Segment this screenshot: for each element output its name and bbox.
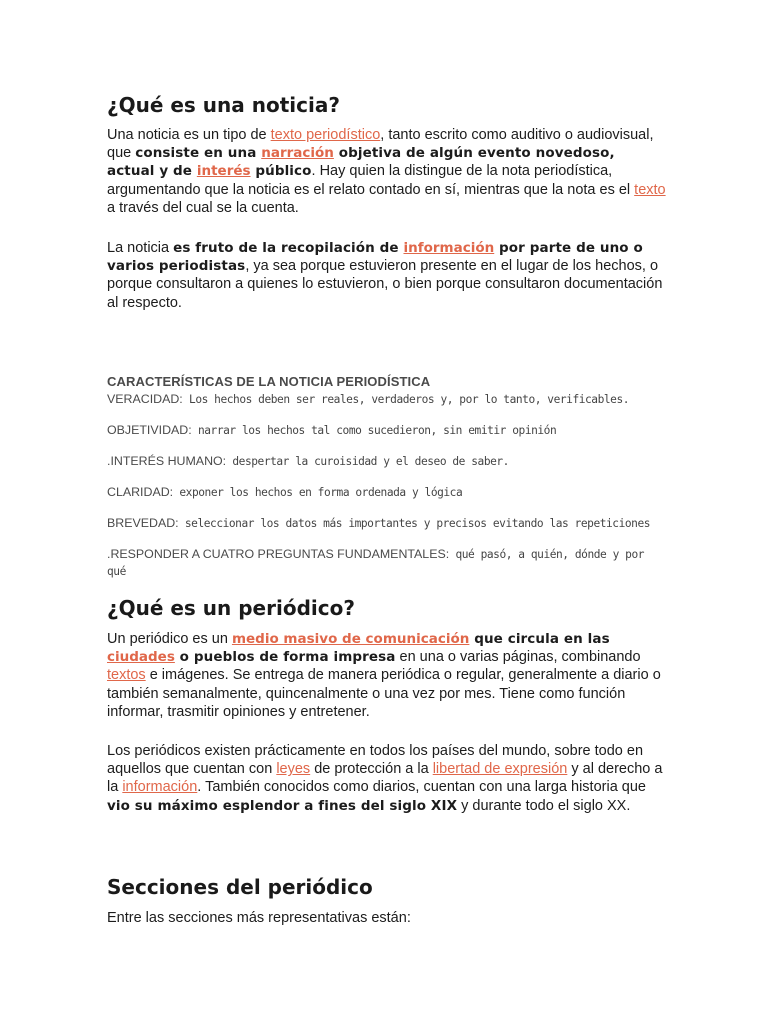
- characteristic-desc: Los hechos deben ser reales, verdaderos y, por lo tanto, verificables.: [182, 393, 630, 406]
- characteristic-item: [107, 391, 667, 408]
- link-textos[interactable]: textos: [107, 667, 146, 684]
- link-texto-periodistico[interactable]: texto periodístico: [270, 127, 381, 143]
- bold-text: que circula en las: [469, 631, 610, 647]
- characteristic-desc: seleccionar los datos más importantes y precisos evitando las repeticiones: [178, 517, 651, 530]
- paragraph-noticia-recopilacion: [107, 239, 667, 312]
- bold-text: público: [250, 163, 312, 180]
- paragraph-periodicos-mundo: [107, 742, 667, 815]
- link-informacion-2[interactable]: información: [122, 779, 198, 796]
- text: . Hay quien la distingue de la nota periodística, argumentando que la noticia es el relato contado en sí, mientras que la nota es el: [107, 163, 635, 198]
- link-texto[interactable]: texto: [634, 181, 666, 198]
- characteristic-key: BREVEDAD:: [107, 516, 179, 530]
- heading-secciones: Secciones del periódico: [107, 875, 373, 899]
- characteristic-key: .RESPONDER A CUATRO PREGUNTAS FUNDAMENTALES:: [107, 547, 450, 561]
- link-informacion[interactable]: información: [403, 240, 495, 256]
- characteristic-key: CLARIDAD:: [107, 485, 174, 499]
- paragraph-noticia-definition: [107, 126, 667, 217]
- characteristic-item: [107, 546, 667, 580]
- text: en una o varias páginas, combinando: [395, 649, 641, 666]
- text: . También conocidos como diarios, cuentan con una larga historia que: [197, 779, 646, 796]
- bold-text: o pueblos de forma impresa: [174, 649, 396, 666]
- text: Una noticia es un tipo de: [107, 127, 271, 143]
- characteristic-desc: narrar los hechos tal como sucedieron, sin emitir opinión: [191, 424, 557, 437]
- characteristic-desc: despertar la curoisidad y el deseo de saber.: [226, 455, 509, 468]
- bold-text: consiste en una: [135, 145, 262, 162]
- characteristics-title: CARACTERÍSTICAS DE LA NOTICIA PERIODÍSTICA: [107, 374, 431, 389]
- link-libertad-expresion[interactable]: libertad de expresión: [432, 761, 568, 778]
- link-narracion[interactable]: narración: [261, 145, 334, 162]
- text: de protección a la: [310, 761, 433, 778]
- characteristic-desc: qué pasó, a quién, dónde y por qué: [107, 548, 645, 578]
- paragraph-secciones: Entre las secciones más representativas están:: [107, 910, 411, 926]
- text: y al derecho a la: [107, 761, 663, 796]
- bold-text: vio su máximo esplendor a fines del siglo XIX: [107, 797, 458, 814]
- bold-text: objetiva de algún evento novedoso, actual y de: [107, 145, 615, 180]
- paragraph-periodico-definition: [107, 630, 667, 721]
- link-interes[interactable]: interés: [196, 163, 251, 180]
- text: , tanto escrito como auditivo o audiovisual, que: [107, 127, 654, 162]
- link-leyes[interactable]: leyes: [276, 761, 311, 778]
- characteristic-key: .INTERÉS HUMANO:: [107, 454, 227, 468]
- text: e imágenes. Se entrega de manera periódica o regular, generalmente a diario o también semanalmente, quincenalmente o una vez por mes. Tiene como función informar, trasmitir opiniones y entretener.: [107, 667, 661, 720]
- link-medio-masivo[interactable]: medio masivo de comunicación: [231, 631, 470, 647]
- text: La noticia: [107, 240, 174, 256]
- heading-que-es-noticia: ¿Qué es una noticia?: [107, 93, 340, 117]
- characteristic-item: [107, 422, 667, 439]
- characteristic-key: VERACIDAD:: [107, 392, 183, 406]
- heading-que-es-periodico: ¿Qué es un periódico?: [107, 596, 355, 620]
- text: y durante todo el siglo XX.: [457, 797, 631, 814]
- characteristic-item: [107, 515, 667, 532]
- bold-text: es fruto de la recopilación de: [173, 240, 404, 256]
- characteristic-item: [107, 453, 667, 470]
- characteristic-key: OBJETIVIDAD:: [107, 423, 192, 437]
- text: a través del cual se la cuenta.: [107, 199, 299, 216]
- characteristic-desc: exponer los hechos en forma ordenada y lógica: [173, 486, 463, 499]
- text: Un periódico es un: [107, 631, 232, 647]
- link-ciudades[interactable]: ciudades: [107, 649, 175, 666]
- text: Los periódicos existen prácticamente en todos los países del mundo, sobre todo en aquellos que cuentan con: [107, 743, 644, 778]
- bold-text: por parte de uno o varios periodistas: [107, 240, 643, 275]
- characteristic-item: [107, 484, 667, 501]
- text: , ya sea porque estuvieron presente en el lugar de los hechos, o porque consultaron a quienes lo estuvieron, o bien porque consultaron documentación al respecto.: [107, 258, 663, 311]
